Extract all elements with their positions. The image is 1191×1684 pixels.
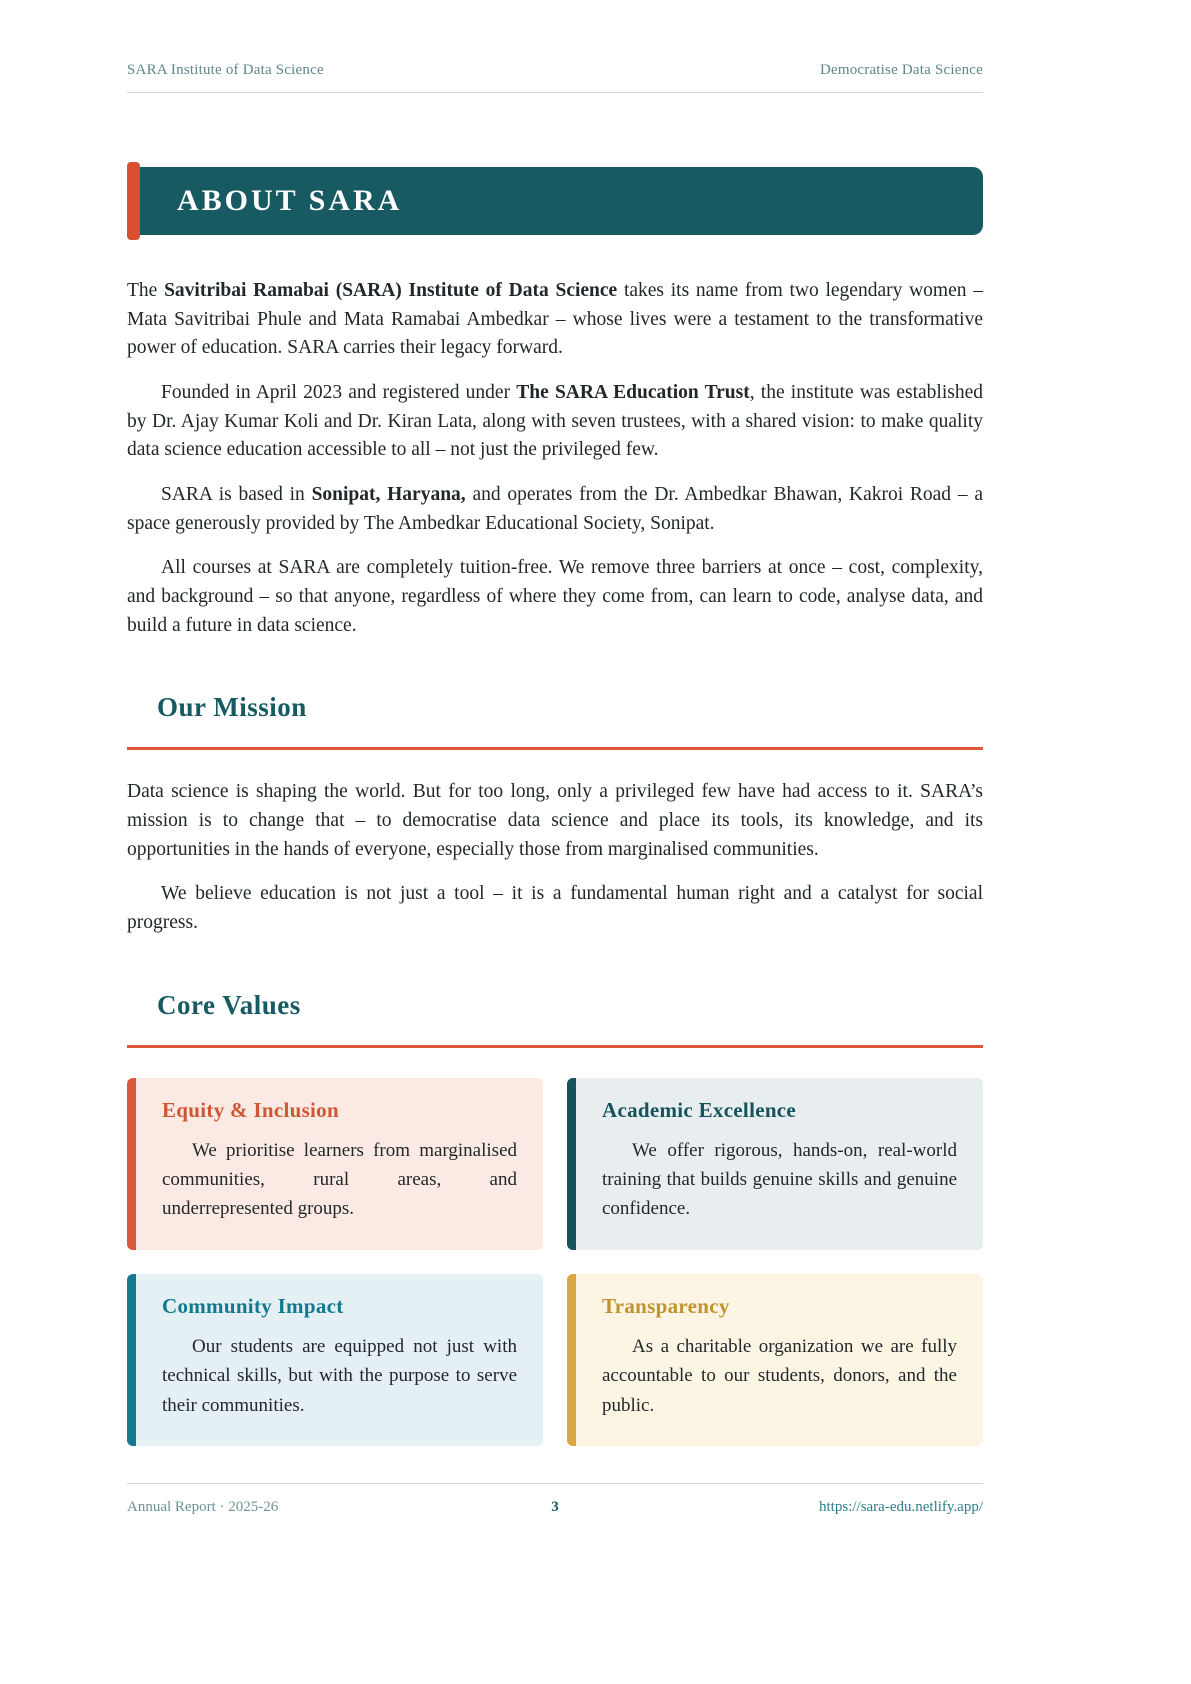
value-card-community-impact bbox=[127, 1274, 543, 1446]
footer-url-link[interactable]: https://sara-edu.netlify.app/ bbox=[819, 1499, 983, 1515]
about-paragraph-2 bbox=[127, 379, 983, 465]
value-card-academic-excellence bbox=[567, 1078, 983, 1250]
paragraph-text: takes its name from two legendary women – Mata Savitribai Phule and Mata Ramabai Ambedkar – whose lives were a testament to the transformative power of education. SARA carries their legacy forward. bbox=[127, 280, 983, 359]
card-title: Academic Excellence bbox=[602, 1097, 797, 1122]
value-card-equity-inclusion bbox=[127, 1078, 543, 1250]
page-number: 3 bbox=[551, 1499, 559, 1515]
page-footer bbox=[127, 1483, 983, 1516]
card-body: Our students are equipped not just with technical skills, but with the purpose to serve their communities. bbox=[162, 1335, 517, 1416]
value-card-transparency bbox=[567, 1274, 983, 1446]
paragraph-text: , the institute was established by Dr. Ajay Kumar Koli and Dr. Kiran Lata, along with seven trustees, with a shared vision: to make quality data science education accessible to all – not just the privileged few. bbox=[127, 381, 983, 461]
page-title: ABOUT SARA bbox=[177, 184, 403, 217]
about-section bbox=[127, 277, 983, 640]
header-rule bbox=[127, 92, 983, 93]
about-paragraph-1 bbox=[127, 277, 983, 363]
core-values-grid bbox=[127, 1078, 983, 1447]
paragraph-text: and operates from the Dr. Ambedkar Bhawan, Kakroi Road – a space generously provided by The Ambedkar Educational Society, Sonipat. bbox=[127, 483, 983, 534]
about-paragraph-3 bbox=[127, 481, 983, 538]
core-values-heading: Core Values bbox=[157, 989, 301, 1020]
card-title: Transparency bbox=[602, 1293, 730, 1318]
core-values-rule bbox=[127, 1045, 983, 1048]
mission-paragraph-1: Data science is shaping the world. But for too long, only a privileged few have had access to it. SARA’s mission is to change that – to democratise data science and place its tools, its knowledge, and its opportunities in the hands of everyone, especially those from marginalised communities. bbox=[127, 781, 983, 860]
card-title: Equity & Inclusion bbox=[162, 1097, 339, 1122]
footer-url-wrap bbox=[559, 1499, 983, 1516]
about-paragraph-4: All courses at SARA are completely tuition-free. We remove three barriers at once – cost, complexity, and background – so that anyone, regardless of where they come from, can learn to code, analyse data, and build a future in data science. bbox=[127, 557, 983, 636]
card-body: We prioritise learners from marginalised communities, rural areas, and underrepresented groups. bbox=[162, 1139, 517, 1220]
header-institute-name: SARA Institute of Data Science bbox=[127, 62, 324, 78]
paragraph-text: Founded in April 2023 and registered under bbox=[161, 381, 517, 403]
mission-paragraph-2: We believe education is not just a tool – it is a fundamental human right and a catalyst for social progress. bbox=[127, 883, 983, 933]
running-header bbox=[127, 62, 983, 79]
mission-section bbox=[127, 778, 983, 937]
bold-text: The SARA Education Trust bbox=[516, 381, 750, 403]
card-body: We offer rigorous, hands-on, real-world training that builds genuine skills and genuine confidence. bbox=[602, 1139, 957, 1220]
footer-report-label: Annual Report · 2025-26 bbox=[127, 1499, 279, 1515]
mission-rule bbox=[127, 747, 983, 750]
header-motto: Democratise Data Science bbox=[819, 62, 983, 78]
banner-accent-bar bbox=[127, 162, 140, 240]
card-title: Community Impact bbox=[162, 1293, 344, 1318]
bold-text: Sonipat, Haryana, bbox=[311, 483, 466, 505]
mission-heading: Our Mission bbox=[157, 692, 307, 723]
about-banner bbox=[127, 167, 983, 235]
paragraph-text: The bbox=[127, 280, 165, 301]
bold-text: Savitribai Ramabai (SARA) Institute of Data Science bbox=[164, 280, 618, 301]
card-body: As a charitable organization we are fully accountable to our students, donors, and the public. bbox=[602, 1335, 957, 1416]
paragraph-text: SARA is based in bbox=[161, 483, 312, 505]
